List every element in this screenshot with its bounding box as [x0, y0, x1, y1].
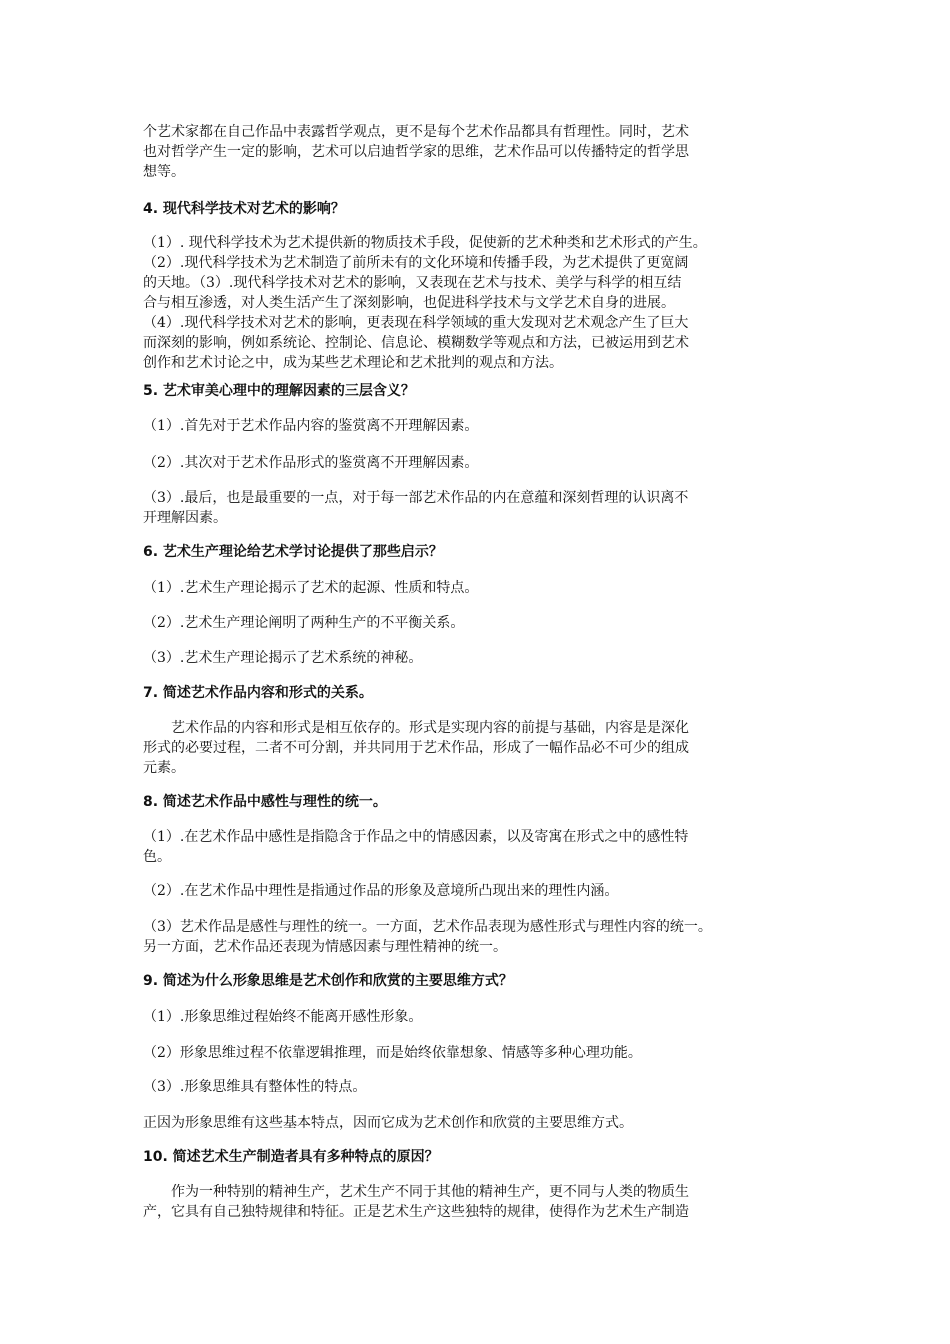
- question-7-title: 7. 简述艺术作品内容和形式的关系。: [143, 685, 373, 701]
- question-5-point-2: （2）.其次对于艺术作品形式的鉴赏离不开理解因素。: [143, 455, 479, 471]
- text-line: （1）.在艺术作品中感性是指隐含于作品之中的情感因素，以及寄寓在形式之中的感性特: [143, 829, 689, 845]
- question-9-point-2: （2）形象思维过程不依靠逻辑推理，而是始终依靠想象、情感等多种心理功能。: [143, 1045, 642, 1061]
- text-line: 作为一种特别的精神生产，艺术生产不同于其他的精神生产，更不同与人类的物质生: [171, 1184, 689, 1200]
- question-4-answer: [143, 233, 815, 373]
- text-line: 产，它具有自己独特规律和特征。正是艺术生产这些独特的规律，使得作为艺术生产制造: [143, 1204, 689, 1220]
- question-5-point-1: （1）.首先对于艺术作品内容的鉴赏离不开理解因素。: [143, 418, 479, 434]
- question-9-point-3: （3）.形象思维具有整体性的特点。: [143, 1079, 367, 1095]
- text-line: 艺术作品的内容和形式是相互依存的。形式是实现内容的前提与基础，内容是是深化: [171, 720, 689, 736]
- question-8-title: 8. 简述艺术作品中感性与理性的统一。: [143, 794, 387, 810]
- text-line: 色。: [143, 849, 171, 865]
- text-line: （4）.现代科学技术对艺术的影响，更表现在科学领域的重大发现对艺术观念产生了巨大: [143, 315, 689, 331]
- question-8-point-1: [143, 827, 815, 867]
- text-line: 的天地。（3）.现代科学技术对艺术的影响，又表现在艺术与技术、美学与科学的相互结: [143, 275, 682, 291]
- text-line: 个艺术家都在自己作品中表露哲学观点，更不是每个艺术作品都具有哲理性。同时，艺术: [143, 124, 689, 140]
- text-line: 形式的必要过程，二者不可分割，并共同用于艺术作品，形成了一幅作品必不可少的组成: [143, 740, 689, 756]
- question-9-point-1: （1）.形象思维过程始终不能离开感性形象。: [143, 1009, 423, 1025]
- question-10-answer: [143, 1182, 815, 1222]
- question-10-title: 10. 简述艺术生产制造者具有多种特点的原因？: [143, 1149, 439, 1165]
- text-line: 想等。: [143, 164, 185, 180]
- intro-paragraph: [143, 122, 815, 182]
- question-8-point-3: [143, 917, 815, 957]
- question-9-title: 9. 简述为什么形象思维是艺术创作和欣赏的主要思维方式？: [143, 973, 513, 989]
- question-6-title: 6. 艺术生产理论给艺术学讨论提供了那些启示？: [143, 544, 443, 560]
- question-8-point-2: （2）.在艺术作品中理性是指通过作品的形象及意境所凸现出来的理性内涵。: [143, 883, 619, 899]
- text-line: 另一方面，艺术作品还表现为情感因素与理性精神的统一。: [143, 939, 507, 955]
- question-9-conclusion: 正因为形象思维有这些基本特点，因而它成为艺术创作和欣赏的主要思维方式。: [143, 1115, 633, 1131]
- question-6-point-1: （1）.艺术生产理论揭示了艺术的起源、性质和特点。: [143, 580, 479, 596]
- text-line: （2）.现代科学技术为艺术制造了前所未有的文化环境和传播手段，为艺术提供了更宽阔: [143, 255, 689, 271]
- question-6-point-2: （2）.艺术生产理论阐明了两种生产的不平衡关系。: [143, 615, 465, 631]
- text-line: 合与相互渗透，对人类生活产生了深刻影响，也促进科学技术与文学艺术自身的进展。: [143, 295, 675, 311]
- question-7-answer: [143, 718, 815, 778]
- text-line: 开理解因素。: [143, 510, 227, 526]
- question-5-title: 5. 艺术审美心理中的理解因素的三层含义？: [143, 383, 415, 399]
- text-line: 也对哲学产生一定的影响，艺术可以启迪哲学家的思维，艺术作品可以传播特定的哲学思: [143, 144, 689, 160]
- text-line: 而深刻的影响，例如系统论、控制论、信息论、模糊数学等观点和方法，已被运用到艺术: [143, 335, 689, 351]
- text-line: （1）. 现代科学技术为艺术提供新的物质技术手段，促使新的艺术种类和艺术形式的产生。: [143, 235, 707, 251]
- question-4-title: 4. 现代科学技术对艺术的影响？: [143, 201, 345, 217]
- text-line: 元素。: [143, 760, 185, 776]
- text-line: 创作和艺术讨论之中，成为某些艺术理论和艺术批判的观点和方法。: [143, 355, 563, 371]
- question-6-point-3: （3）.艺术生产理论揭示了艺术系统的神秘。: [143, 650, 423, 666]
- text-line: （3）艺术作品是感性与理性的统一。一方面，艺术作品表现为感性形式与理性内容的统一。: [143, 919, 712, 935]
- text-line: （3）.最后，也是最重要的一点，对于每一部艺术作品的内在意蕴和深刻哲理的认识离不: [143, 490, 689, 506]
- question-5-point-3: [143, 488, 815, 528]
